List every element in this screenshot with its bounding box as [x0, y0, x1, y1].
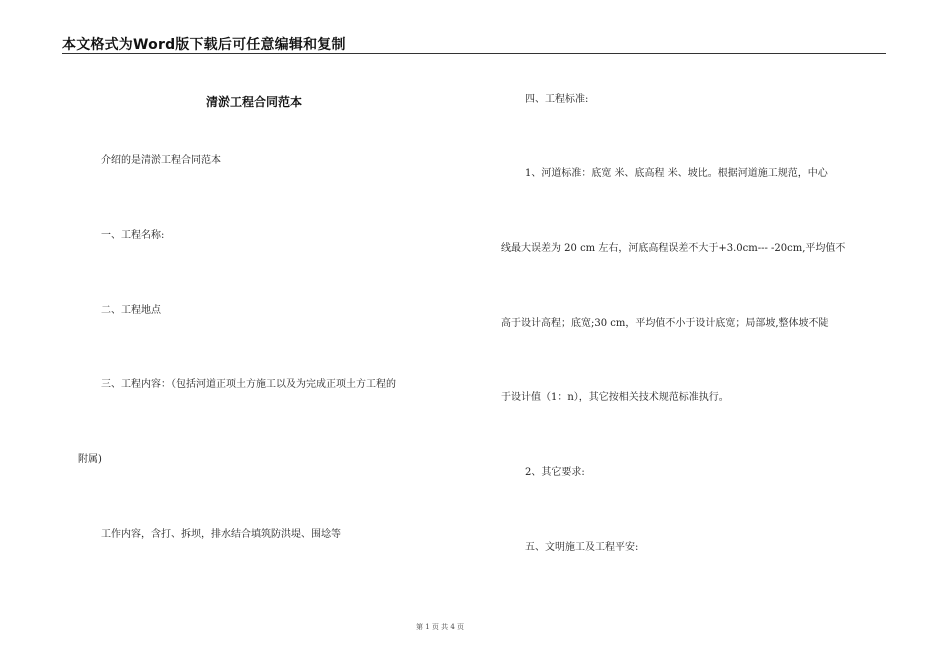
section-project-name: 一、工程名称: [101, 230, 165, 241]
intro-paragraph: 介绍的是清淤工程合同范本 [101, 155, 221, 166]
section-project-content: 三、工程内容：（包括河道正项土方施工以及为完成正项土方工程的 [101, 379, 396, 390]
river-standard-line-2: 线最大误差为 20 cm 左右，河底高程误差不大于+3.0cm--- -20cm,平均值不 [501, 243, 846, 254]
section-project-standard: 四、工程标准: [525, 94, 589, 105]
section-civilized-construction: 五、文明施工及工程平安: [525, 542, 639, 553]
work-content-paragraph: 工作内容，含打、拆坝，排水结合填筑防洪堤、围埝等 [101, 529, 341, 540]
river-standard-line-4: 于设计值（1：n），其它按相关技术规范标准执行。 [501, 392, 729, 403]
header-divider [62, 53, 886, 54]
section-project-location: 二、工程地点 [101, 305, 161, 316]
section-other-requirements: 2、其它要求: [525, 467, 585, 478]
section-project-content-continued: 附属) [78, 454, 102, 465]
river-standard-line-1: 1、河道标准：底宽 米、底高程 米、坡比。根据河道施工规范，中心 [525, 168, 828, 179]
river-standard-line-3: 高于设计高程；底宽;30 cm，平均值不小于设计底宽；局部坡,整体坡不陡 [501, 318, 829, 329]
page-number: 第 1 页 共 4 页 [415, 623, 465, 631]
document-title: 清淤工程合同范本 [206, 95, 303, 109]
header-title: 本文格式为Word版下载后可任意编辑和复制 [62, 37, 346, 53]
